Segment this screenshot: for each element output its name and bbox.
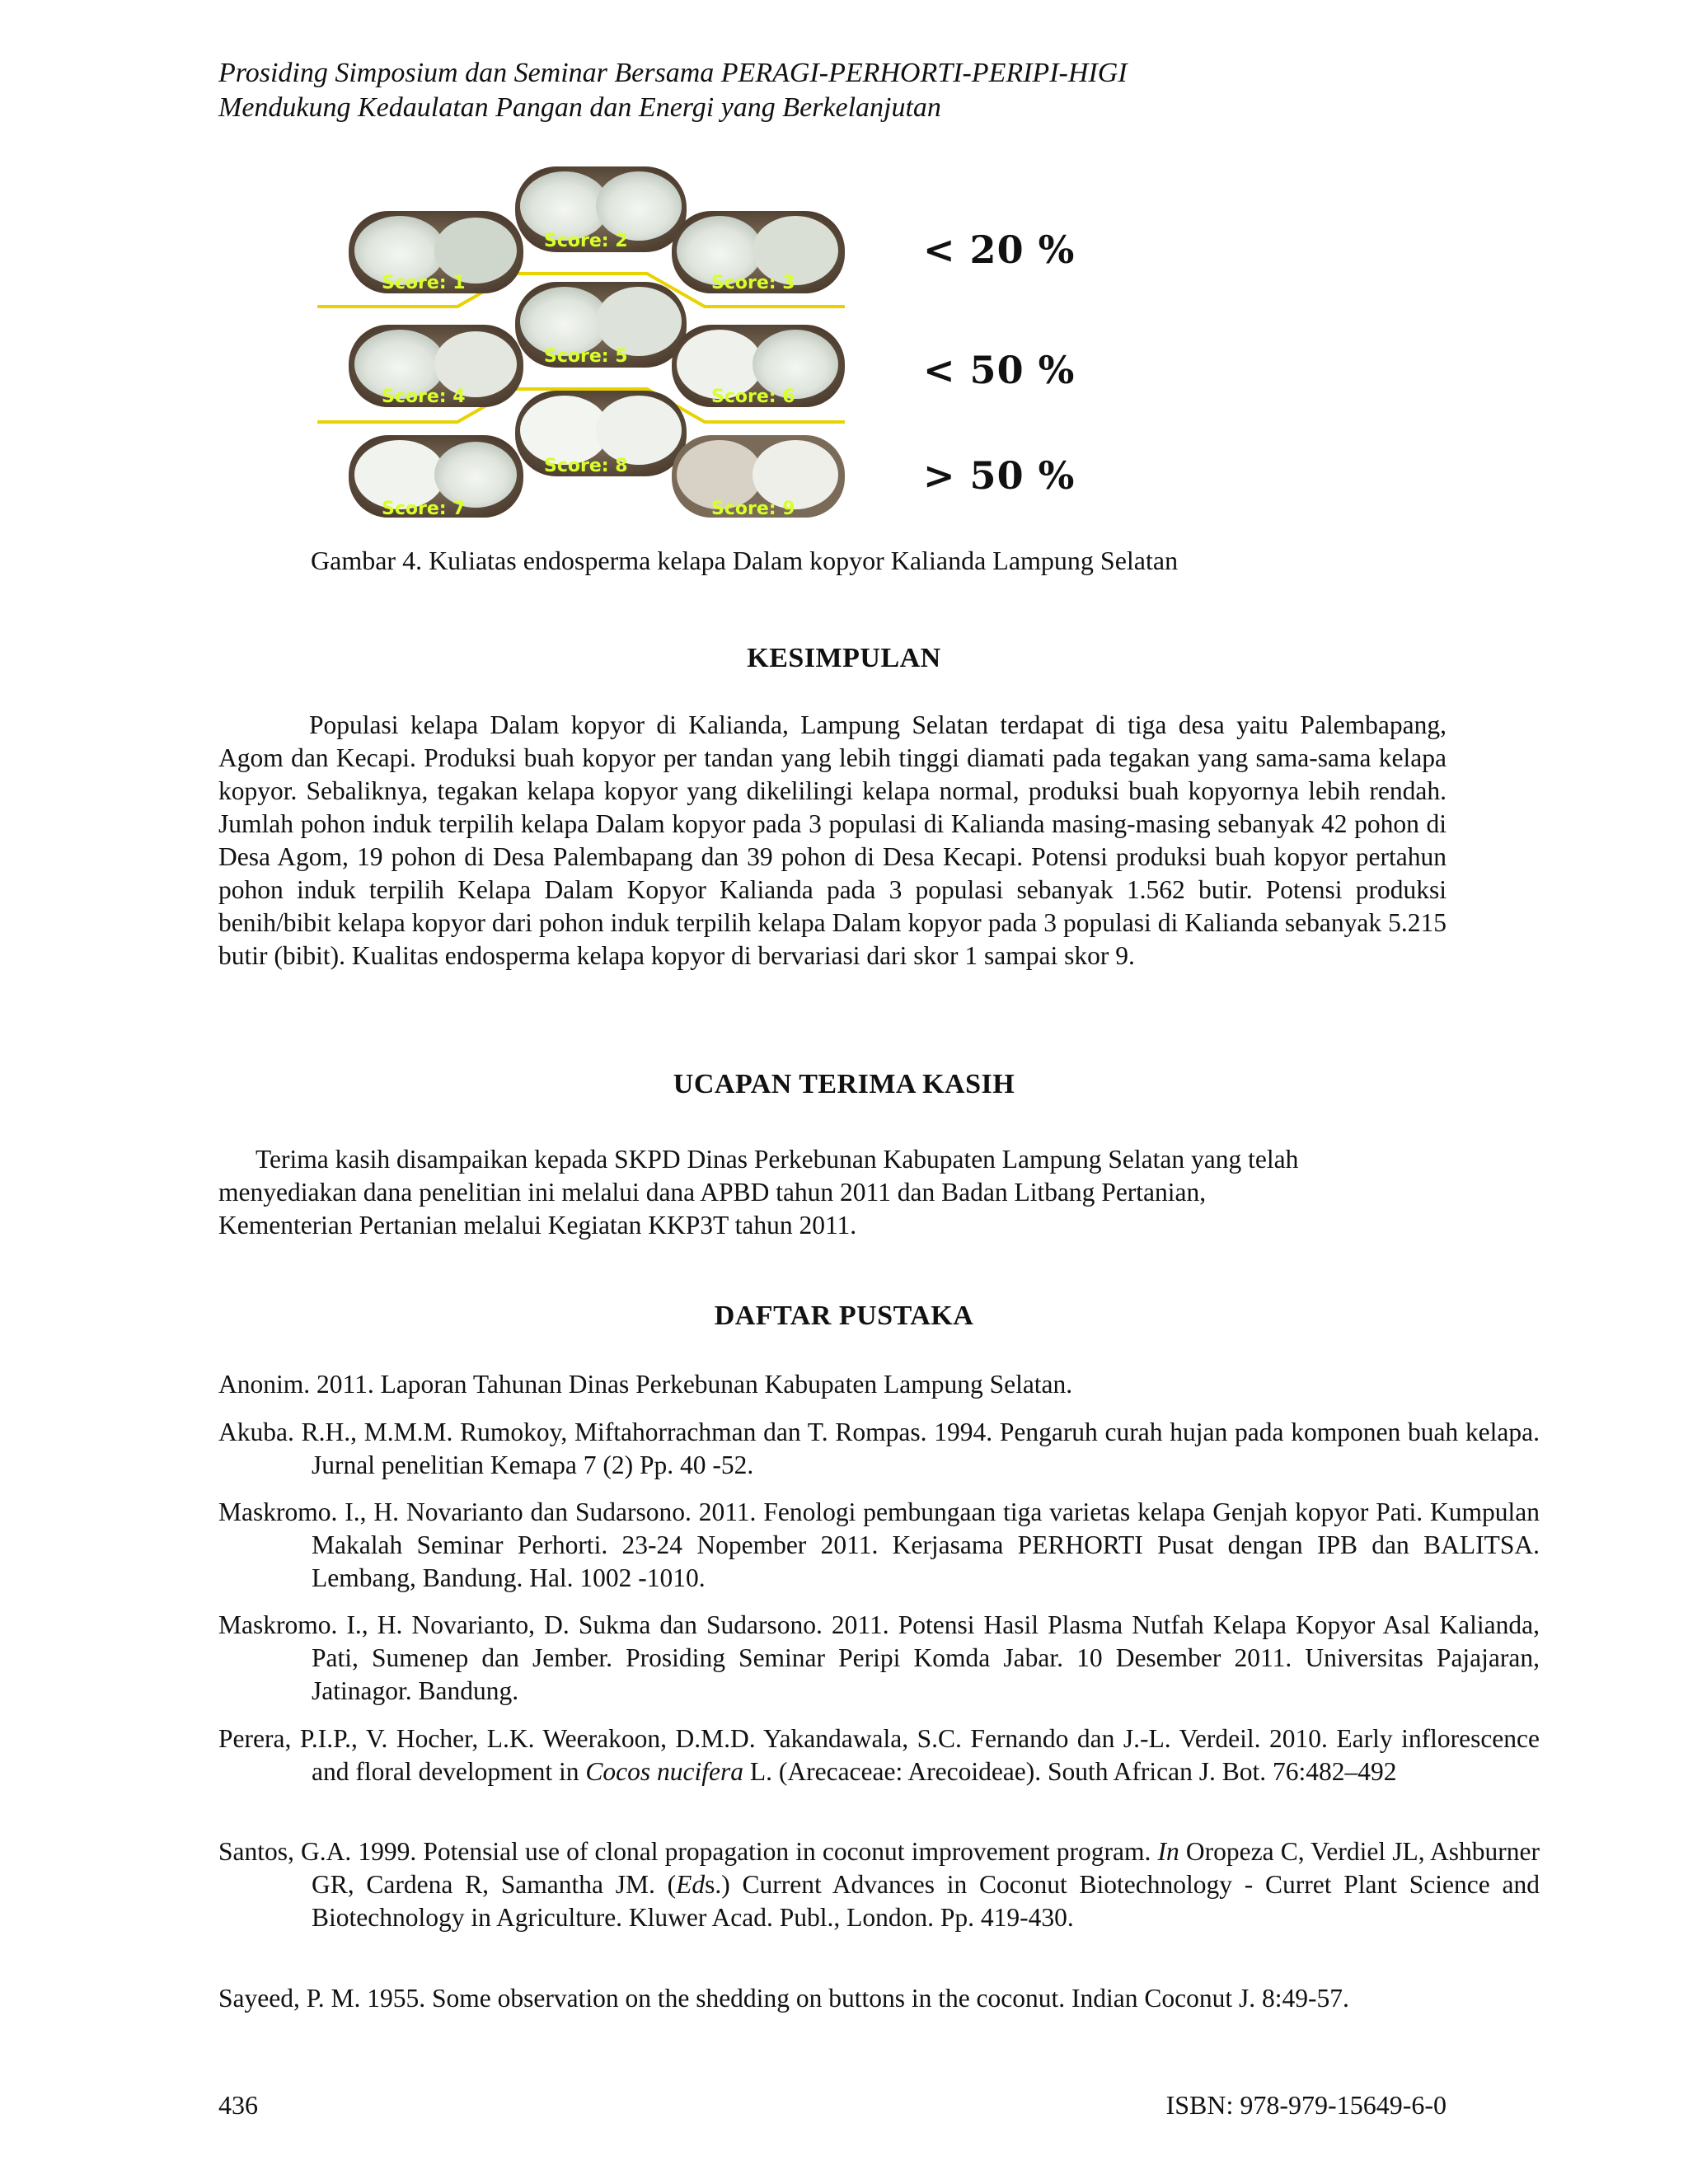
score-label-7: Score: 7	[382, 499, 466, 519]
reference-item: Maskromo. I., H. Novarianto, D. Sukma dan Sudarsono. 2011. Potensi Hasil Plasma Nutfah Kelapa Kopyor Asal Kalianda, Pati, Sumenep dan Jember. Prosiding Seminar Peripi Komda Jabar. 10 Desember 2011. Universitas Pajajaran, Jatinagor. Bandung.	[218, 1610, 1540, 1705]
threshold-lt-50: < 50 %	[923, 348, 1076, 392]
kesimpulan-paragraph: Populasi kelapa Dalam kopyor di Kalianda, Lampung Selatan terdapat di tiga desa yaitu Palembapang, Agom dan Kecapi. Produksi buah kopyor per tandan yang lebih tinggi diamati pada tegakan yang sama-sama kelapa kopyor. Sebaliknya, tegakan kelapa kopyor yang dikelilingi kelapa normal, produksi buah kopyornya lebih rendah. Jumlah pohon induk terpilih kelapa Dalam kopyor pada 3 populasi di Kalianda masing-masing sebanyak 42 pohon di Desa Agom, 19 pohon di Desa Palembapang dan 39 pohon di Desa Kecapi. Potensi produksi buah kopyor pertahun pohon induk terpilih Kelapa Dalam Kopyor Kalianda pada 3 populasi sebanyak 1.562 butir. Potensi produksi benih/bibit kelapa kopyor dari pohon induk terpilih kelapa Dalam kopyor pada 3 populasi di Kalianda sebanyak 5.215 butir (bibit). Kualitas endosperma kelapa kopyor di bervariasi dari skor 1 sampai skor 9.	[218, 710, 1447, 970]
score-photo-grid	[317, 166, 894, 523]
ucapan-line-1: Terima kasih disampaikan kepada SKPD Dinas Perkebunan Kabupaten Lampung Selatan yang telah	[256, 1145, 1299, 1174]
reference-item: Akuba. R.H., M.M.M. Rumokoy, Miftahorrachman dan T. Rompas. 1994. Pengaruh curah hujan pada komponen buah kelapa. Jurnal penelitian Kemapa 7 (2) Pp. 40 -52.	[218, 1418, 1540, 1479]
reference-item: Sayeed, P. M. 1955. Some observation on the shedding on buttons in the coconut. Indian Coconut J. 8:49-57.	[218, 1984, 1349, 2013]
ref-5-italic: Cocos nucifera	[585, 1757, 744, 1786]
ref-6-italic-2: Ed	[676, 1870, 706, 1899]
section-title-daftar-pustaka: DAFTAR PUSTAKA	[714, 1301, 974, 1331]
threshold-gt-50: > 50 %	[923, 453, 1076, 498]
isbn: ISBN: 978-979-15649-6-0	[1165, 2090, 1447, 2120]
score-label-2: Score: 2	[544, 231, 628, 251]
ucapan-paragraph	[218, 1143, 1455, 1242]
header-line-1: Prosiding Simposium dan Seminar Bersama PERAGI-PERHORTI-PERIPI-HIGI	[218, 58, 1128, 88]
score-label-6: Score: 6	[711, 387, 795, 407]
section-title-ucapan: UCAPAN TERIMA KASIH	[673, 1069, 1015, 1099]
reference-item	[218, 1722, 1540, 1788]
ucapan-line-2: menyediakan dana penelitian ini melalui dana APBD tahun 2011 dan Badan Litbang Pertanian,	[218, 1178, 1207, 1207]
photo-score-5	[515, 282, 687, 368]
score-label-4: Score: 4	[382, 387, 466, 407]
photo-score-4	[349, 325, 523, 407]
score-label-3: Score: 3	[711, 273, 795, 293]
photo-score-1	[349, 211, 523, 293]
score-label-1: Score: 1	[382, 273, 466, 293]
ref-6-italic: In	[1157, 1837, 1179, 1866]
section-title-kesimpulan: KESIMPULAN	[747, 643, 941, 673]
running-header	[218, 56, 1455, 125]
photo-score-3	[672, 211, 845, 293]
photo-score-9	[672, 435, 845, 519]
reference-item: Maskromo. I., H. Novarianto dan Sudarsono. 2011. Fenologi pembungaan tiga varietas kelapa Genjah kopyor Pati. Kumpulan Makalah Seminar Perhorti. 23-24 Nopember 2011. Kerjasama PERHORTI Pusat dengan IPB dan BALITSA. Lembang, Bandung. Hal. 1002 -1010.	[218, 1497, 1540, 1592]
ucapan-line-3: Kementerian Pertanian melalui Kegiatan KKP3T tahun 2011.	[218, 1211, 857, 1240]
score-label-9: Score: 9	[711, 499, 795, 519]
ref-6-mid: Oropeza C, Verdiel JL, Ashburner GR, Cardena R, Samantha JM. (	[312, 1837, 1540, 1899]
reference-item: Anonim. 2011. Laporan Tahunan Dinas Perkebunan Kabupaten Lampung Selatan.	[218, 1370, 1073, 1399]
ref-6-pre: Santos, G.A. 1999. Potensial use of clonal propagation in coconut improvement program.	[218, 1837, 1158, 1866]
ref-5-pre: Perera, P.I.P., V. Hocher, L.K. Weerakoon, D.M.D. Yakandawala, S.C. Fernando dan J.-L. Verdeil. 2010. Early inflorescence and floral development in	[218, 1724, 1540, 1786]
ref-6-post: s.) Current Advances in Coconut Biotechnology - Curret Plant Science and Biotechnology in Agriculture. Kluwer Acad. Publ., London. Pp. 419-430.	[312, 1870, 1540, 1932]
score-label-5: Score: 5	[544, 346, 628, 367]
page-number: 436	[218, 2090, 258, 2120]
score-label-8: Score: 8	[544, 456, 628, 476]
photo-score-7	[349, 435, 523, 519]
photo-score-6	[672, 325, 845, 407]
threshold-lt-20: < 20 %	[923, 227, 1076, 272]
reference-item	[218, 1835, 1540, 1934]
figure-caption: Gambar 4. Kuliatas endosperma kelapa Dalam kopyor Kalianda Lampung Selatan	[311, 546, 1179, 575]
photo-score-8	[515, 391, 687, 476]
header-line-2: Mendukung Kedaulatan Pangan dan Energi yang Berkelanjutan	[218, 92, 941, 123]
ref-5-post: L. (Arecaceae: Arecoideae). South African J. Bot. 76:482–492	[743, 1757, 1397, 1786]
endosperm-score-figure	[317, 166, 894, 523]
photo-score-2	[515, 166, 687, 252]
